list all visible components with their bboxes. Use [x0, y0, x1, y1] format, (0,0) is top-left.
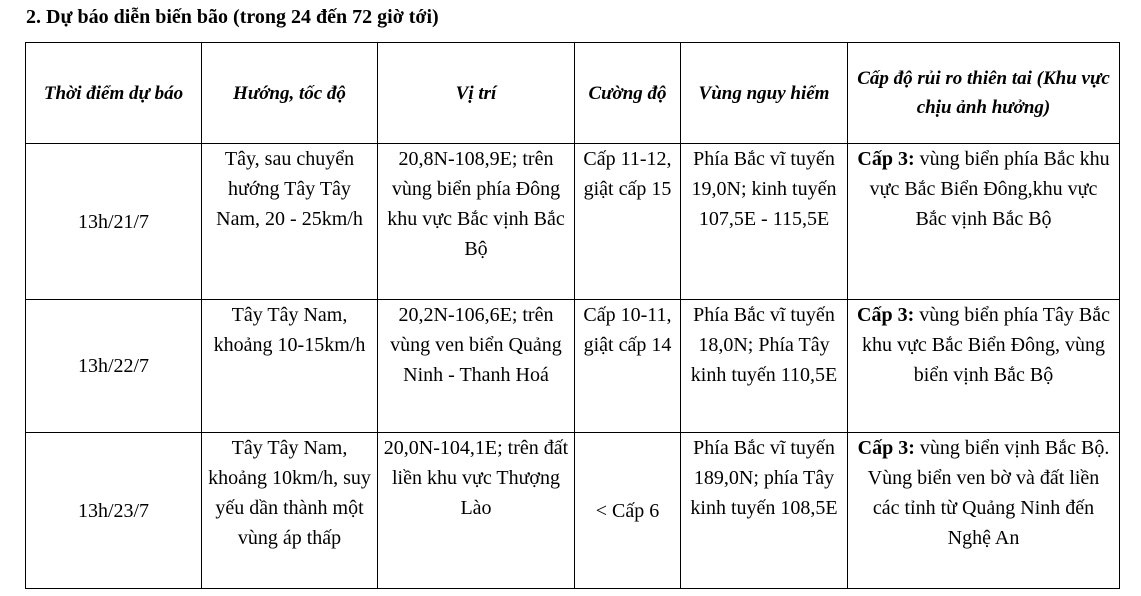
header-forecast-time: Thời điểm dự báo: [26, 43, 202, 144]
risk-level-label: Cấp 3:: [857, 437, 915, 459]
risk-area-text: vùng biển phía Bắc khu vực Bắc Biển Đông,khu vực Bắc vịnh Bắc Bộ: [869, 148, 1110, 230]
header-intensity: Cường độ: [575, 43, 681, 144]
section-heading: 2. Dự báo diễn biến bão (trong 24 đến 72 giờ tới): [26, 6, 439, 28]
cell-intensity: Cấp 10-11, giật cấp 14: [575, 300, 681, 433]
header-position: Vị trí: [378, 43, 575, 144]
cell-danger-zone: Phía Bắc vĩ tuyến 19,0N; kinh tuyến 107,5E - 115,5E: [681, 144, 848, 300]
cell-intensity: Cấp 11-12, giật cấp 15: [575, 144, 681, 300]
cell-direction: Tây Tây Nam, khoảng 10km/h, suy yếu dần thành một vùng áp thấp: [202, 433, 378, 589]
cell-danger-zone: Phía Bắc vĩ tuyến 18,0N; Phía Tây kinh tuyến 110,5E: [681, 300, 848, 433]
cell-position: 20,8N-108,9E; trên vùng biển phía Đông khu vực Bắc vịnh Bắc Bộ: [378, 144, 575, 300]
risk-area-text: vùng biển phía Tây Bắc khu vực Bắc Biển Đông, vùng biển vịnh Bắc Bộ: [861, 304, 1110, 386]
cell-risk: [848, 300, 1120, 433]
table-row: [26, 300, 1120, 433]
header-direction-speed: Hướng, tốc độ: [202, 43, 378, 144]
cell-direction: Tây, sau chuyển hướng Tây Tây Nam, 20 - 25km/h: [202, 144, 378, 300]
table-row: [26, 144, 1120, 300]
risk-level-label: Cấp 3:: [857, 304, 915, 326]
risk-level-label: Cấp 3:: [857, 148, 915, 170]
table-row: [26, 433, 1120, 589]
cell-risk: [848, 433, 1120, 589]
cell-position: 20,2N-106,6E; trên vùng ven biển Quảng Ninh - Thanh Hoá: [378, 300, 575, 433]
table-header-row: [26, 43, 1120, 144]
storm-forecast-table: [25, 42, 1120, 589]
cell-position: 20,0N-104,1E; trên đất liền khu vực Thượng Lào: [378, 433, 575, 589]
cell-direction: Tây Tây Nam, khoảng 10-15km/h: [202, 300, 378, 433]
cell-time: 13h/23/7: [26, 433, 202, 589]
header-danger-zone: Vùng nguy hiểm: [681, 43, 848, 144]
cell-danger-zone: Phía Bắc vĩ tuyến 189,0N; phía Tây kinh tuyến 108,5E: [681, 433, 848, 589]
risk-area-text: vùng biển vịnh Bắc Bộ. Vùng biển ven bờ và đất liền các tỉnh từ Quảng Ninh đến Nghệ An: [867, 437, 1110, 549]
cell-time: 13h/22/7: [26, 300, 202, 433]
cell-intensity: < Cấp 6: [575, 433, 681, 589]
cell-risk: [848, 144, 1120, 300]
header-risk-level: Cấp độ rủi ro thiên tai (Khu vực chịu ảnh hưởng): [848, 43, 1120, 144]
cell-time: 13h/21/7: [26, 144, 202, 300]
